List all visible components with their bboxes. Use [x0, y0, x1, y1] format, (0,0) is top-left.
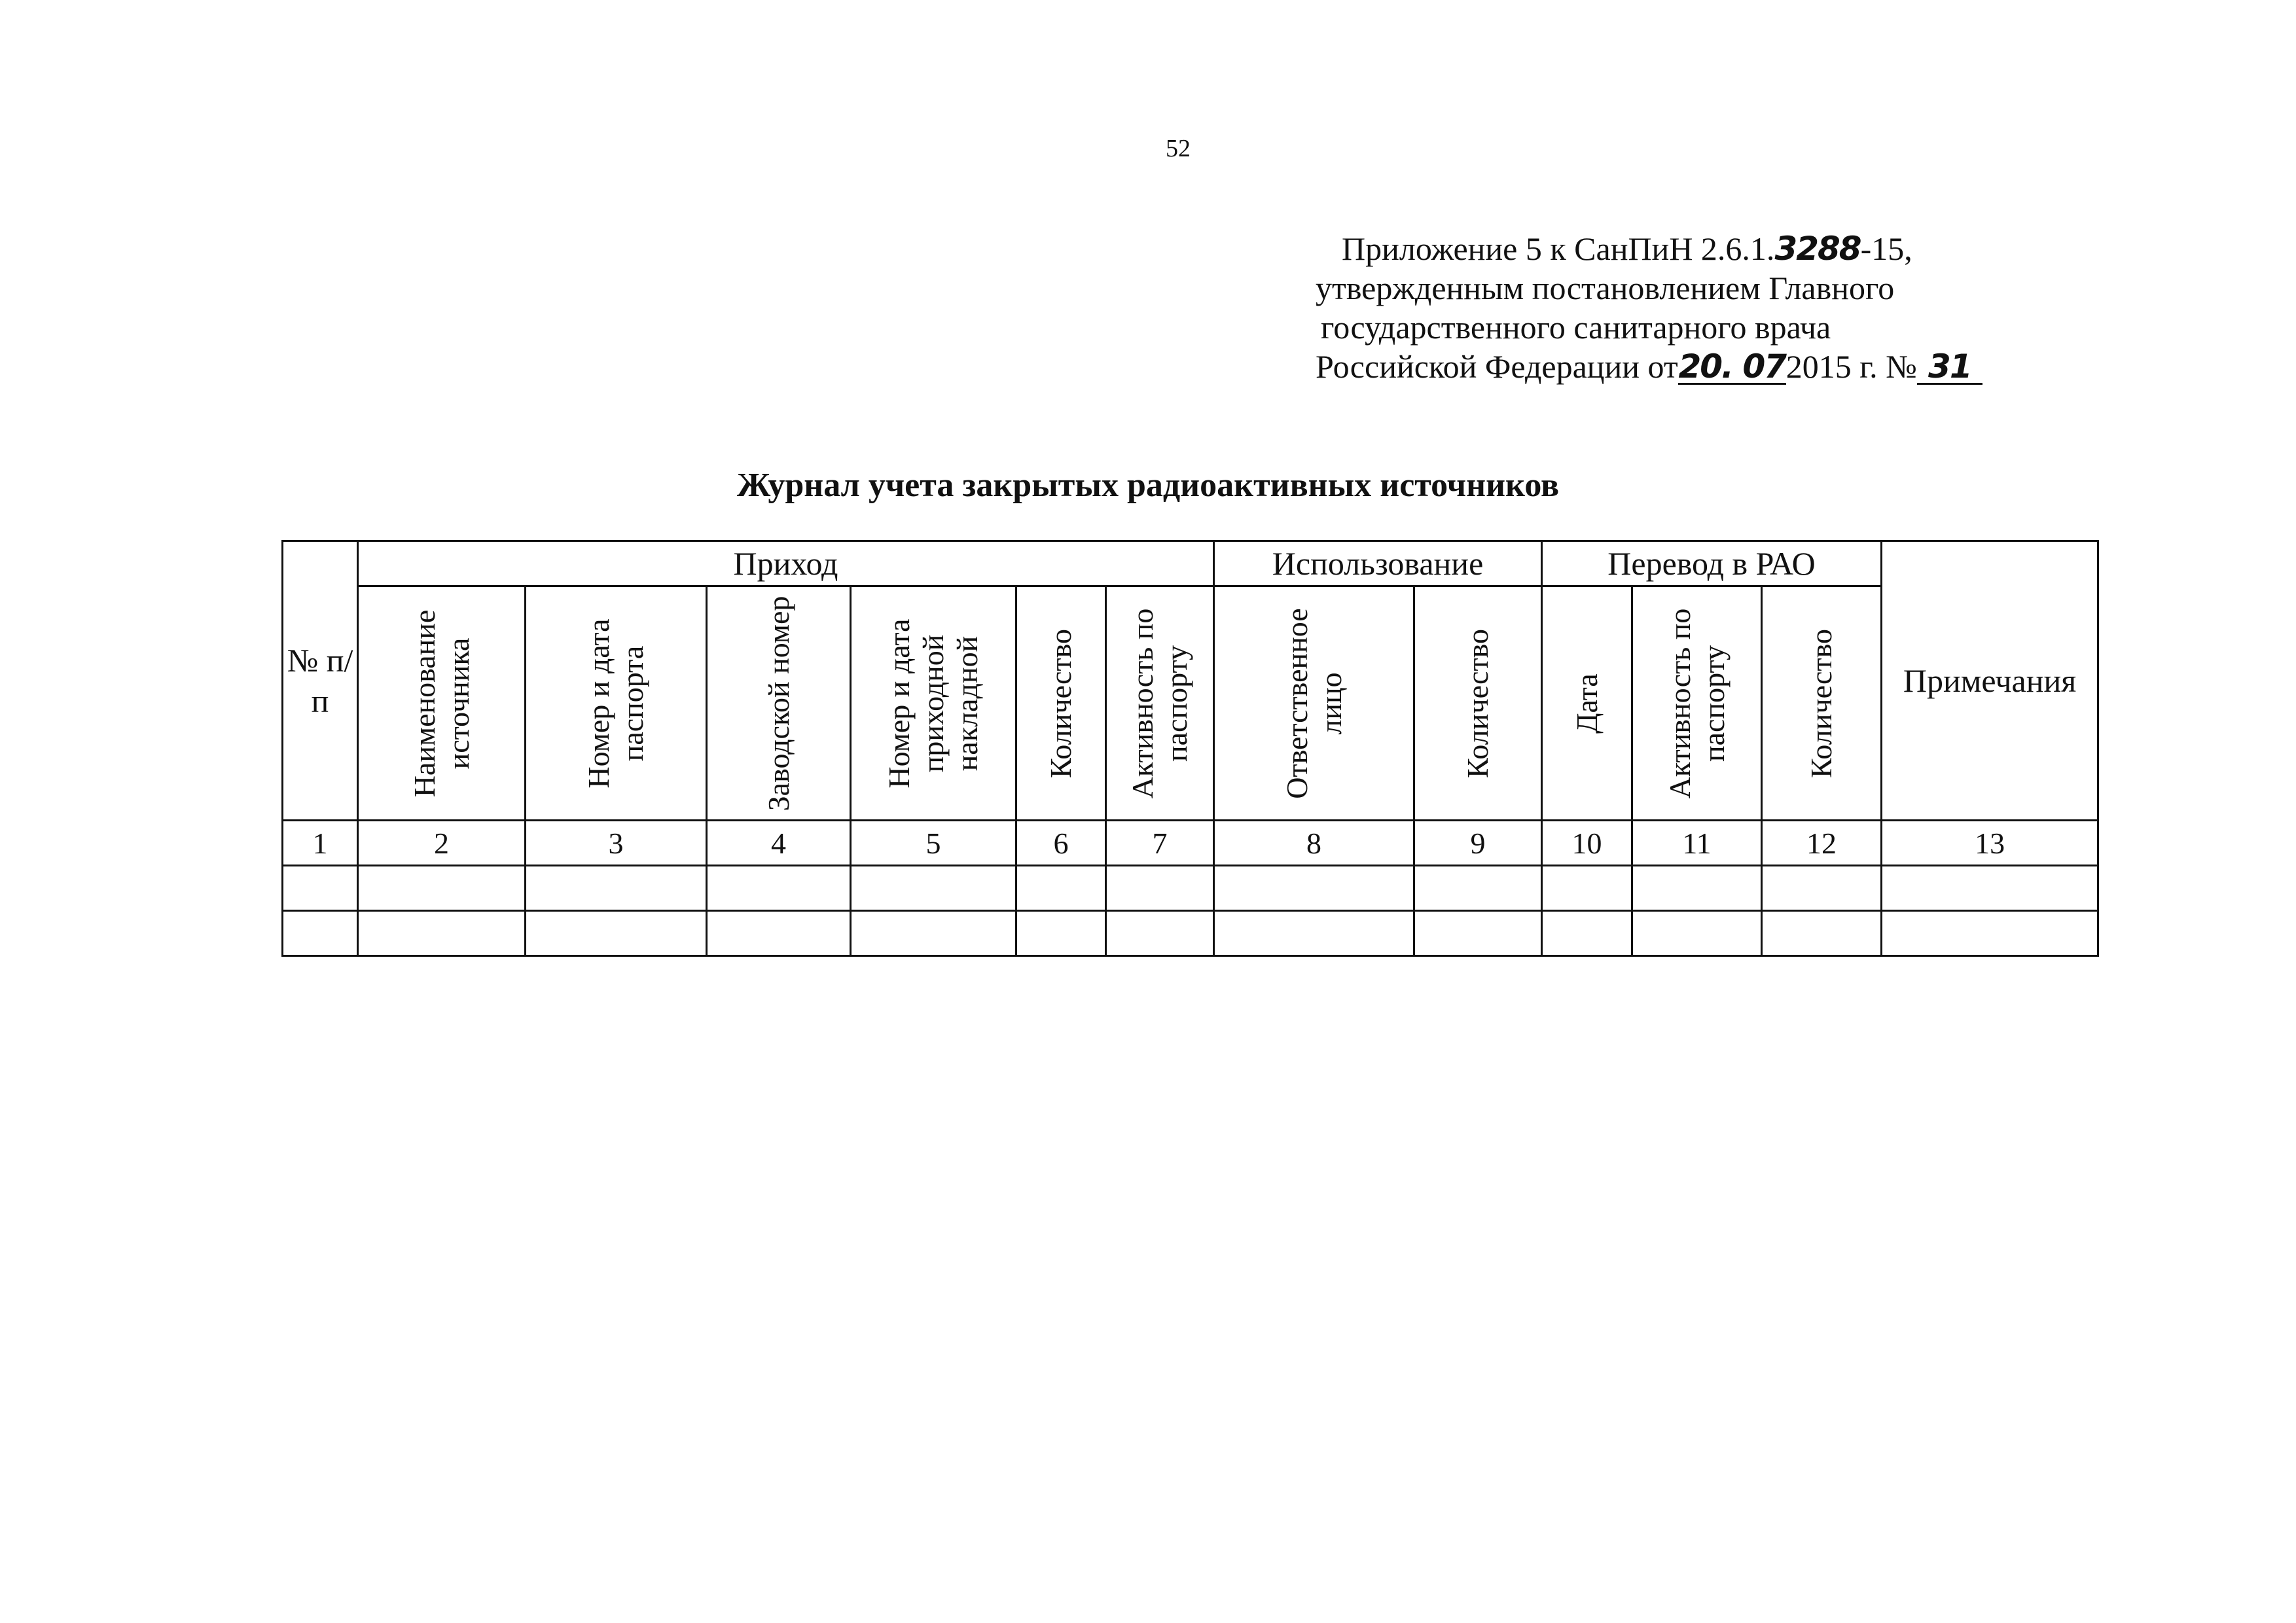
- col-header-responsible-person-text: Ответственное лицо: [1280, 607, 1348, 799]
- column-number: 1: [283, 821, 358, 866]
- header-sub-row: [283, 586, 2098, 821]
- col-header-usage-quantity-text: Количество: [1461, 628, 1495, 778]
- appendix-line-2: утвержденным постановлением Главного: [1316, 270, 1895, 306]
- column-number: 7: [1106, 821, 1214, 866]
- empty-cell: [358, 911, 526, 956]
- group-header-income: Приход: [358, 541, 1214, 586]
- empty-cell: [1106, 911, 1214, 956]
- empty-row: [283, 866, 2098, 911]
- journal-table: [281, 540, 2099, 957]
- col-header-source-name-text: Наименование источника: [407, 609, 475, 797]
- column-number: 6: [1016, 821, 1106, 866]
- empty-cell: [1632, 866, 1762, 911]
- col-header-transfer-quantity-text: Количество: [1804, 628, 1839, 778]
- empty-cell: [1762, 911, 1882, 956]
- col-header-invoice: [851, 586, 1016, 821]
- empty-cell: [1882, 866, 2098, 911]
- empty-cell: [358, 866, 526, 911]
- empty-cell: [1016, 911, 1106, 956]
- appendix-line-3: государственного санитарного врача: [1321, 309, 1831, 346]
- appendix-line-4-prefix: Российской Федерации от: [1316, 348, 1678, 385]
- col-header-source-name: [358, 586, 526, 821]
- empty-cell: [851, 866, 1016, 911]
- col-header-no: № п/п: [283, 541, 358, 821]
- appendix-block: [1316, 229, 1982, 386]
- column-number: 8: [1214, 821, 1414, 866]
- col-header-transfer-date: [1542, 586, 1632, 821]
- col-header-transfer-activity: [1632, 586, 1762, 821]
- group-header-transfer: Перевод в РАО: [1542, 541, 1882, 586]
- empty-cell: [526, 911, 707, 956]
- col-header-factory-number-text: Заводской номер: [761, 596, 795, 811]
- appendix-line-4-middle: 2015 г. №: [1785, 348, 1917, 385]
- handwritten-date: 20. 07: [1678, 348, 1786, 385]
- appendix-line-1-suffix: -15,: [1860, 230, 1912, 267]
- column-number: 11: [1632, 821, 1762, 866]
- col-header-responsible-person: [1214, 586, 1414, 821]
- empty-cell: [1016, 866, 1106, 911]
- empty-cell: [1632, 911, 1762, 956]
- col-header-transfer-activity-text: Активность по паспорту: [1662, 608, 1731, 798]
- col-header-passport: [526, 586, 707, 821]
- group-header-usage: Использование: [1214, 541, 1542, 586]
- empty-row: [283, 911, 2098, 956]
- empty-cell: [1882, 911, 2098, 956]
- page-number: 52: [1166, 135, 1191, 162]
- column-number: 12: [1762, 821, 1882, 866]
- empty-cell: [1106, 866, 1214, 911]
- appendix-line-1: [1316, 229, 1982, 268]
- col-header-income-quantity: [1016, 586, 1106, 821]
- empty-cell: [1542, 866, 1632, 911]
- column-number: 3: [526, 821, 707, 866]
- column-number: 4: [707, 821, 851, 866]
- column-number: 13: [1882, 821, 2098, 866]
- header-group-row: [283, 541, 2098, 586]
- journal-title: Журнал учета закрытых радиоактивных источников: [736, 467, 1560, 504]
- handwritten-order-number: 31: [1917, 350, 1982, 385]
- col-header-notes: Примечания: [1882, 541, 2098, 821]
- col-header-income-activity: [1106, 586, 1214, 821]
- empty-cell: [283, 911, 358, 956]
- empty-cell: [1414, 911, 1542, 956]
- empty-cell: [1762, 866, 1882, 911]
- empty-cell: [283, 866, 358, 911]
- column-number: 9: [1414, 821, 1542, 866]
- col-header-usage-quantity: [1414, 586, 1542, 821]
- column-number: 2: [358, 821, 526, 866]
- col-header-income-activity-text: Активность по паспорту: [1126, 608, 1194, 798]
- column-number: 10: [1542, 821, 1632, 866]
- empty-cell: [1542, 911, 1632, 956]
- col-header-transfer-quantity: [1762, 586, 1882, 821]
- empty-cell: [526, 866, 707, 911]
- col-header-invoice-text: Номер и дата приходной накладной: [882, 618, 984, 789]
- handwritten-doc-number: 3288: [1774, 230, 1861, 268]
- col-header-passport-text: Номер и дата паспорта: [582, 618, 649, 789]
- column-number: 5: [851, 821, 1016, 866]
- appendix-line-1-prefix: Приложение 5 к СанПиН 2.6.1.: [1342, 230, 1775, 267]
- empty-cell: [707, 911, 851, 956]
- col-header-factory-number: [707, 586, 851, 821]
- empty-cell: [1214, 866, 1414, 911]
- appendix-line-4: [1316, 347, 1982, 386]
- empty-cell: [851, 911, 1016, 956]
- empty-cell: [707, 866, 851, 911]
- empty-cell: [1414, 866, 1542, 911]
- column-number-row: [283, 821, 2098, 866]
- col-header-transfer-date-text: Дата: [1570, 673, 1604, 734]
- col-header-income-quantity-text: Количество: [1044, 628, 1077, 778]
- empty-cell: [1214, 911, 1414, 956]
